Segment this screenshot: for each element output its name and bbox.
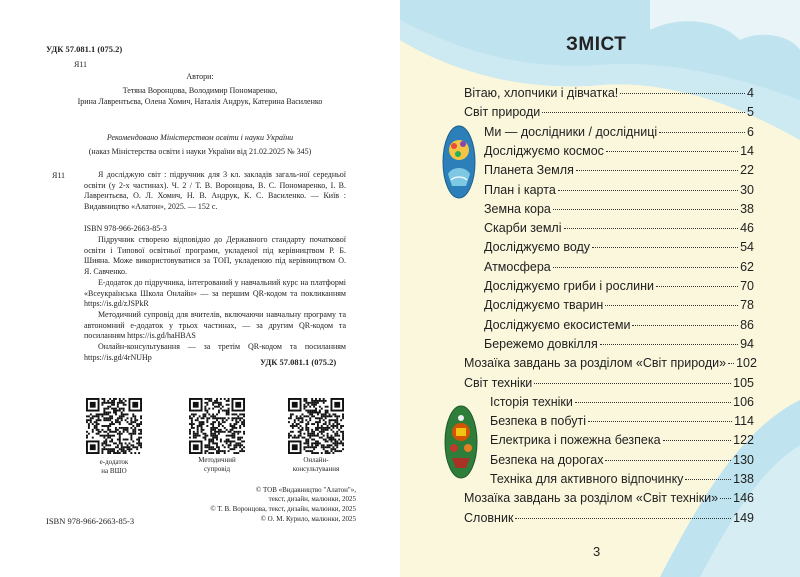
toc-leader-dots [553, 267, 738, 268]
toc-entry-page: 78 [740, 298, 754, 313]
toc-entry[interactable] [484, 183, 754, 199]
toc-leader-dots [553, 209, 738, 210]
toc-entry[interactable] [484, 318, 754, 334]
qr-code-methodical[interactable] [189, 398, 245, 454]
toc-entry-title: Безпека в побуті [490, 414, 586, 429]
toc-entry-title: Земна кора [484, 201, 551, 216]
toc-entry-page: 30 [740, 182, 754, 197]
toc-entry[interactable] [490, 472, 754, 488]
toc-entry[interactable] [464, 105, 754, 121]
qr-label-eapp: е-додаток на ВШО [99, 458, 129, 475]
toc-entry-title: Словник [464, 510, 514, 525]
toc-entry-page: 14 [740, 143, 754, 158]
toc-entry-page: 5 [747, 105, 754, 120]
toc-entry-title: Електрика і пожежна безпека [490, 433, 661, 448]
toc-entry-title: Мозаїка завдань за розділом «Світ техніки» [464, 491, 719, 506]
toc-leader-dots [588, 421, 732, 422]
toc-entry-title: Історія техніки [490, 394, 573, 409]
page-number: 3 [593, 544, 601, 559]
toc-entry[interactable] [484, 337, 754, 353]
toc-entry-title: Досліджуємо тварин [484, 298, 604, 313]
biblio-methodical: Методичний супровід для вчителів, включаючи навчальну програму та автономний е-додаток у трьох частинах, — за другим QR-кодом та посиланням https://is.gd/haHBAS [84, 310, 346, 341]
toc-entry[interactable] [484, 221, 754, 237]
toc-leader-dots [720, 498, 731, 499]
toc-leader-dots [620, 93, 745, 94]
toc-entry[interactable] [484, 279, 754, 295]
toc-entry[interactable] [484, 202, 754, 218]
toc-entry-page: 146 [733, 491, 754, 506]
biblio-standard: Підручник створено відповідно до Державного стандарту початкової освіти і Типової освітньої програми, укладеної під керівництвом Р. Б. Шияна. Може використовуватися за ТОП, укладеною під керівництвом О. Я. Савченко. [84, 235, 346, 276]
toc-entry[interactable] [464, 376, 754, 392]
toc-leader-dots [592, 247, 738, 248]
toc-entry[interactable] [484, 260, 754, 276]
toc-entry-title: Ми — дослідники / дослідниці [484, 124, 658, 139]
toc-entry-page: 122 [733, 433, 754, 448]
qr-label-consult: Онлайн- консультування [292, 456, 340, 473]
technology-section-emblem [444, 404, 478, 480]
toc-leader-dots [564, 228, 739, 229]
toc-entry-page: 105 [733, 375, 754, 390]
recommendation: Рекомендовано Міністерством освіти і науки України [106, 133, 294, 142]
toc-leader-dots [656, 286, 738, 287]
toc-leader-dots [632, 325, 738, 326]
toc-entry[interactable] [484, 163, 754, 179]
authors-label: Автори: [186, 72, 214, 81]
toc-entry[interactable] [490, 433, 754, 449]
toc-entry-page: 86 [740, 317, 754, 332]
right-page-toc [400, 0, 800, 577]
toc-entry[interactable] [484, 144, 754, 160]
toc-title: ЗМІСТ [566, 34, 627, 55]
copyright-line: © Т. В. Воронцова, текст, дизайн, малюнки, 2025 [210, 505, 356, 513]
toc-entry-title: Планета Земля [484, 163, 574, 178]
toc-entry-page: 106 [733, 394, 754, 409]
toc-leader-dots [605, 305, 738, 306]
toc-entry-page: 38 [740, 201, 754, 216]
toc-entry[interactable] [464, 356, 757, 372]
toc-entry[interactable] [490, 395, 754, 411]
toc-entry-title: Світ техніки [464, 375, 533, 390]
toc-entry-title: Світ природи [464, 105, 541, 120]
toc-entry[interactable] [464, 511, 754, 527]
toc-entry-page: 138 [733, 472, 754, 486]
nature-section-emblem [442, 124, 476, 200]
toc-entry-page: 4 [747, 86, 754, 100]
toc-leader-dots [606, 151, 738, 152]
toc-entry-title: Досліджуємо космос [484, 143, 604, 158]
toc-entry-page: 22 [740, 163, 754, 178]
authors-line: Ірина Лаврентьєва, Олена Хомич, Наталія Андрук, Катерина Василенко [77, 97, 323, 106]
ya-code: Я11 [74, 60, 88, 69]
toc-entry[interactable] [490, 414, 754, 430]
udk-code: УДК 57.081.1 (075.2) [46, 44, 123, 54]
toc-entry[interactable] [490, 453, 754, 469]
isbn: ISBN 978-966-2663-85-3 [46, 516, 135, 526]
qr-code-eapp[interactable] [86, 398, 142, 454]
toc-leader-dots [685, 479, 731, 480]
toc-entry-page: 62 [740, 259, 754, 274]
toc-leader-dots [659, 132, 745, 133]
toc-entry[interactable] [484, 240, 754, 256]
qr-label-methodical: Методичний супровід [198, 456, 236, 473]
authors-line: Тетяна Воронцова, Володимир Пономаренко, [122, 86, 278, 95]
toc-leader-dots [663, 440, 732, 441]
toc-leader-dots [558, 190, 738, 191]
toc-leader-dots [575, 402, 731, 403]
toc-entry-title: Досліджуємо воду [484, 240, 591, 255]
toc-entry-page: 149 [733, 510, 754, 525]
ya-code-biblio: Я11 [52, 171, 66, 180]
toc-leader-dots [728, 363, 734, 364]
copyright-line: © О. М. Курило, малюнки, 2025 [260, 515, 356, 523]
biblio-consult: Онлайн-консультування — за третім QR-кодом та посиланням https://is.gd/4rNUHp [84, 342, 346, 362]
toc-leader-dots [600, 344, 738, 345]
toc-entry-page: 94 [740, 336, 754, 351]
toc-leader-dots [576, 170, 738, 171]
toc-leader-dots [515, 518, 731, 519]
toc-entry-title: Вітаю, хлопчики і дівчатка! [464, 86, 619, 100]
udk-code-bottom: УДК 57.081.1 (075.2) [260, 357, 337, 367]
biblio-isbn: ISBN 978-966-2663-85-3 [84, 224, 167, 233]
toc-entry-page: 130 [733, 452, 754, 467]
toc-entry-page: 6 [747, 124, 754, 139]
ministry-order: (наказ Міністерства освіти і науки України від 21.02.2025 № 345) [88, 147, 312, 156]
toc-entry[interactable] [464, 86, 754, 102]
toc-leader-dots [534, 383, 731, 384]
toc-leader-dots [605, 460, 731, 461]
toc-entry-page: 46 [740, 221, 754, 236]
toc-entry[interactable] [464, 491, 754, 507]
toc-entry-page: 102 [736, 356, 757, 371]
toc-entry-page: 114 [734, 414, 754, 429]
biblio-description: Я досліджую світ : підручник для 3 кл. закладів загаль-ної середньої освіти (у 2-х частинах). Ч. 2 / Т. В. Воронцова, В. С. Пономаренко, І. В. Лаврентьєва, О. Л. Хомич, Н. В. Андрук, К. С. Василенко. — Київ : Видавництво «Алатон», 2025. — 152 с. [84, 170, 346, 211]
toc-entry-title: Техніка для активного відпочинку [490, 472, 684, 486]
toc-entry-page: 70 [740, 279, 754, 293]
toc-entry-title: Скарби землі [484, 221, 562, 236]
toc-entry[interactable] [484, 298, 754, 314]
toc-entry-title: Досліджуємо екосистеми [484, 317, 631, 332]
toc-entry-page: 54 [740, 240, 754, 255]
toc-entry-title: Досліджуємо гриби і рослини [484, 279, 654, 293]
toc-entry-title: Атмосфера [484, 259, 551, 274]
toc-entry-title: Мозаїка завдань за розділом «Світ природи» [464, 356, 727, 371]
toc-entry-title: Безпека на дорогах [490, 452, 604, 467]
toc-entry-title: План і карта [484, 182, 556, 197]
copyright-line: текст, дизайн, малюнки, 2025 [268, 495, 356, 503]
copyright-line: © ТОВ «Видавництво "Алатон"», [255, 486, 356, 494]
biblio-eapp: Е-додаток до підручника, інтегрований у навчальний курс на платформі «Всеукраїнська Школа Онлайн» — за першим QR-кодом та покликанням https://is.gd/zJSPkR [84, 278, 346, 309]
toc-entry-title: Бережемо довкілля [484, 336, 598, 351]
qr-code-consult[interactable] [288, 398, 344, 454]
toc-leader-dots [542, 112, 745, 113]
toc-entry[interactable] [484, 125, 754, 141]
